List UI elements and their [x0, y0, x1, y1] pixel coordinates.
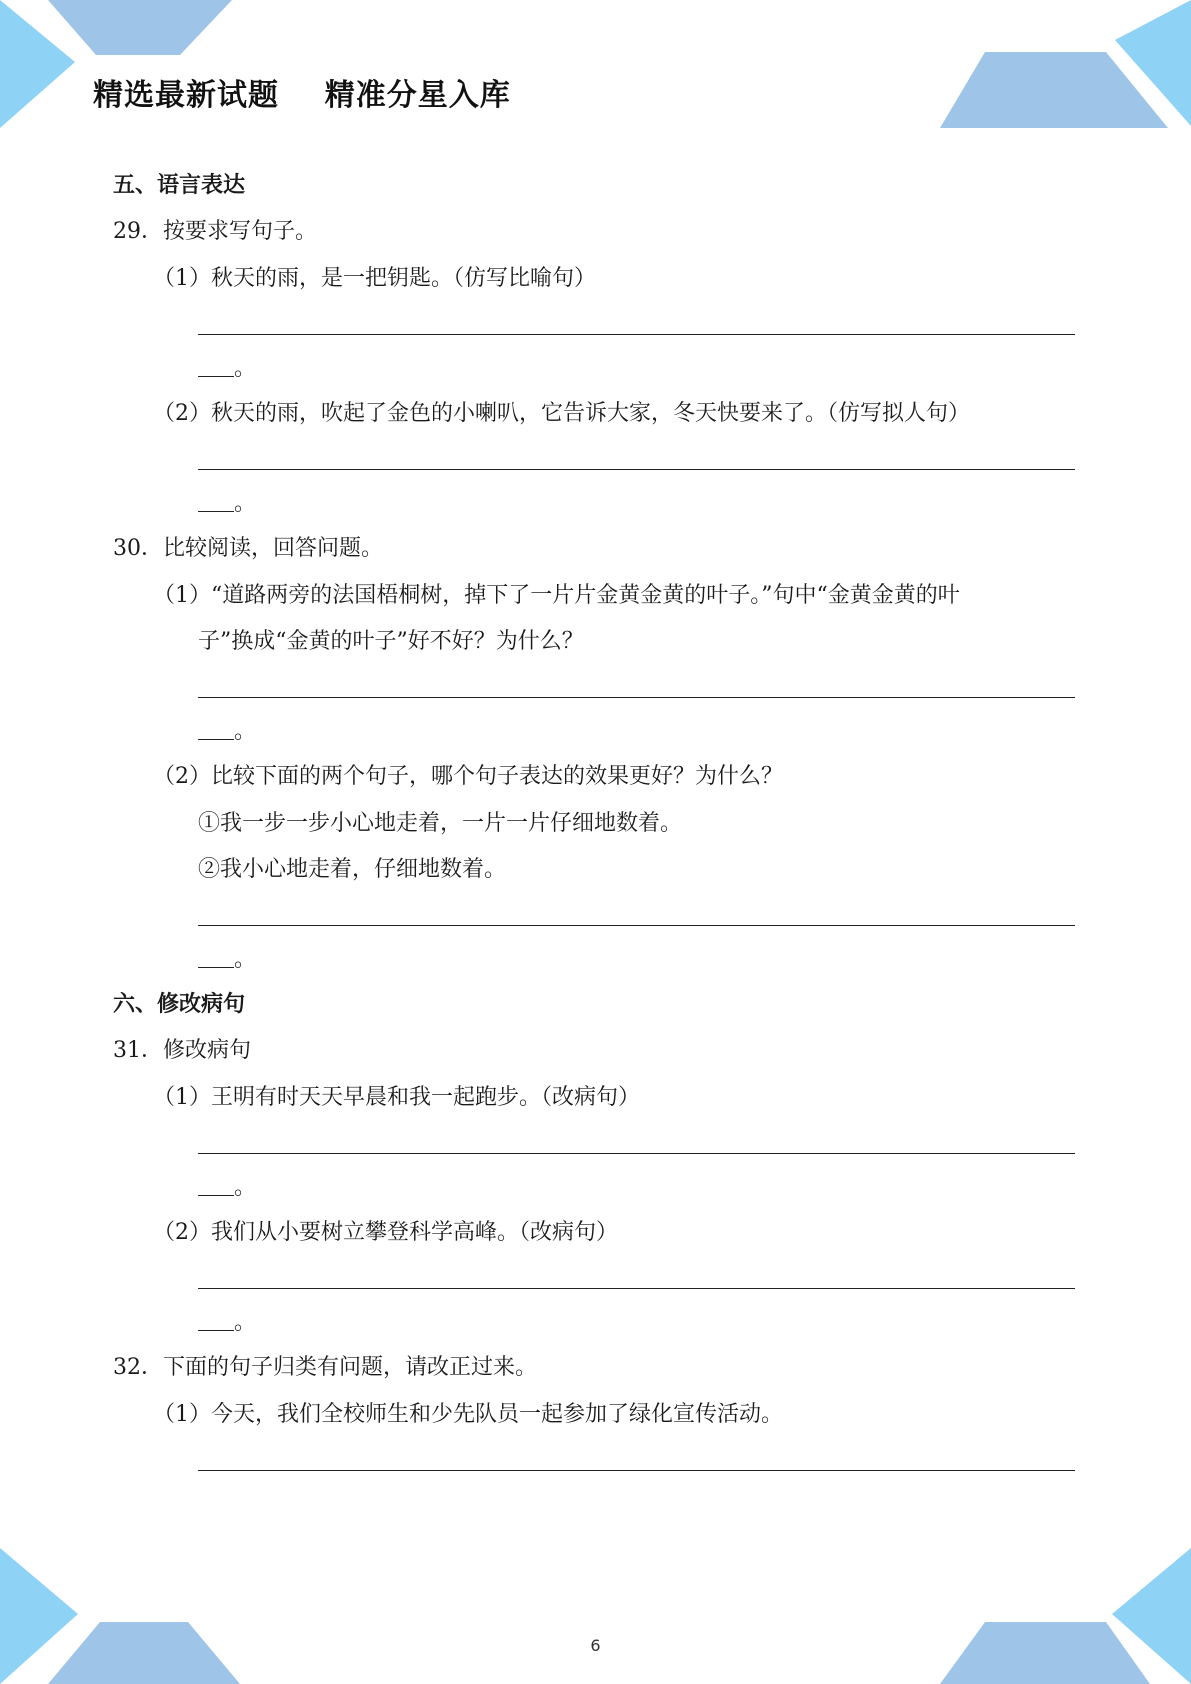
- top-left-mid-trapezoid: [48, 0, 232, 55]
- top-right-light-triangle: [1115, 0, 1191, 126]
- bottom-left-light-triangle: [0, 1548, 78, 1684]
- question-32-stem: 32．下面的句子归类有问题，请改正过来。: [113, 1355, 537, 1380]
- answer-end: [198, 354, 256, 384]
- answer-period: 。: [234, 1310, 257, 1335]
- answer-blank: [198, 354, 234, 377]
- question-30-stem: 30．比较阅读，回答问题。: [113, 536, 383, 561]
- answer-line: [198, 334, 1075, 335]
- answer-line: [198, 925, 1075, 926]
- question-31-part-1: （1）王明有时天天早晨和我一起跑步。（改病句）: [153, 1085, 640, 1110]
- section-heading-5: 五、语言表达: [113, 173, 246, 198]
- question-32-part-1: （1）今天，我们全校师生和少先队员一起参加了绿化宣传活动。: [153, 1402, 783, 1427]
- header-title: 精选最新试题 精准分星入库: [93, 78, 511, 113]
- question-29-part-2: （2）秋天的雨，吹起了金色的小喇叭，它告诉大家，冬天快要来了。（仿写拟人句）: [153, 401, 970, 426]
- question-29-stem: 29．按要求写句子。: [113, 219, 317, 244]
- question-30-sentence-1: ①我一步一步小心地走着，一片一片仔细地数着。: [198, 811, 683, 836]
- question-30-sentence-2: ②我小心地走着，仔细地数着。: [198, 857, 507, 882]
- answer-period: 。: [234, 356, 257, 381]
- answer-period: 。: [234, 719, 257, 744]
- answer-line: [198, 1288, 1075, 1289]
- answer-blank: [198, 1173, 234, 1196]
- section-heading-6: 六、修改病句: [113, 992, 246, 1017]
- answer-line: [198, 469, 1075, 470]
- answer-end: [198, 489, 256, 519]
- answer-blank: [198, 1308, 234, 1331]
- question-30-part-2: （2）比较下面的两个句子，哪个句子表达的效果更好？为什么？: [153, 764, 783, 789]
- answer-end: [198, 1173, 256, 1203]
- question-30-part-1-line-2: 子”换成“金黄的叶子”好不好？为什么？: [198, 629, 584, 654]
- answer-blank: [198, 945, 234, 968]
- answer-line: [198, 1470, 1075, 1471]
- question-30-part-1-line-1: （1）“道路两旁的法国梧桐树，掉下了一片片金黄金黄的叶子。”句中“金黄金黄的叶: [153, 583, 960, 608]
- answer-line: [198, 1153, 1075, 1154]
- question-31-part-2: （2）我们从小要树立攀登科学高峰。（改病句）: [153, 1220, 618, 1245]
- answer-blank: [198, 717, 234, 740]
- top-left-light-triangle: [0, 0, 75, 128]
- answer-end: [198, 945, 256, 975]
- page-number: 6: [590, 1636, 601, 1655]
- answer-period: 。: [234, 491, 257, 516]
- question-29-part-1: （1）秋天的雨，是一把钥匙。（仿写比喻句）: [153, 266, 596, 291]
- answer-line: [198, 697, 1075, 698]
- answer-end: [198, 717, 256, 747]
- answer-period: 。: [234, 1175, 257, 1200]
- question-31-stem: 31．修改病句: [113, 1038, 251, 1063]
- bottom-right-light-triangle: [1112, 1548, 1191, 1684]
- answer-period: 。: [234, 947, 257, 972]
- top-right-mid-trapezoid: [940, 52, 1168, 128]
- answer-blank: [198, 489, 234, 512]
- answer-end: [198, 1308, 256, 1338]
